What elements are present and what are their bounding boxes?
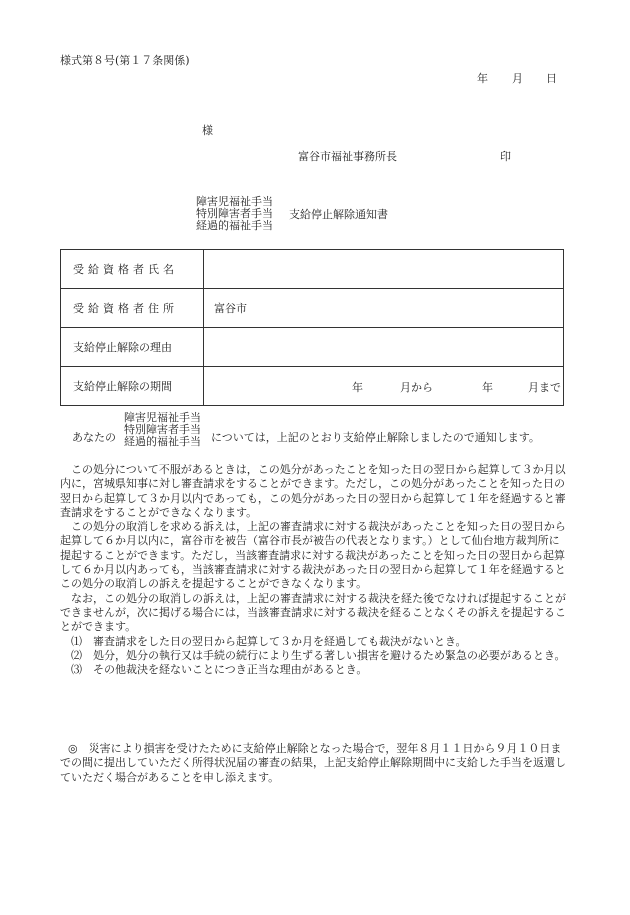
appeal-paragraph-1: この処分について不服があるときは，この処分があったことを知った日の翌日から起算して３か月以内に，宮城県知事に対し審査請求をすることができます。ただし，この処分があったことを知った日の翌日から起算して３か月以内であっても，この処分があった日の翌日から起算して１年を経過すると審査請求をすることができなくなります。	[60, 463, 566, 519]
list-item: ⑵ 処分，処分の執行又は手続の続行により生ずる著しい損害を避けるため緊急の必要があるとき。	[71, 648, 566, 662]
list-item: ⑴ 審査請求をした日の翌日から起算して３か月を経過しても裁決がないとき。	[71, 634, 467, 648]
period-end-month: 月まで	[528, 381, 561, 394]
title-allowance-2: 特別障害者手当	[196, 207, 273, 220]
recipient-address-value: 富谷市	[204, 289, 564, 328]
table-row	[61, 289, 564, 328]
title-allowance-1: 障害児福祉手当	[196, 195, 273, 208]
date-year-label: 年	[477, 72, 488, 85]
appeal-instructions	[60, 463, 566, 677]
recipient-name-value	[204, 250, 564, 289]
recipient-info-table	[60, 249, 564, 406]
document-title: 支給停止解除通知書	[289, 208, 388, 221]
reason-value	[204, 328, 564, 367]
date-month-label: 月	[512, 72, 523, 85]
period-label: 支給停止解除の期間	[61, 367, 204, 406]
issuer-title: 富谷市福祉事務所長	[298, 150, 397, 163]
appeal-paragraph-2: この処分の取消しを求める訴えは，上記の審査請求に対する裁決があったことを知った日の翌日から起算して６か月以内に，富谷市を被告（富谷市長が被告の代表となります。）として仙台地方裁判所に提起することができます。ただし，当該審査請求に対する裁決があったことを知った日の翌日から起算して６か月以内あっても，当該審査請求に対する裁決があった日の翌日から起算して１年を経過するとこの処分の取消しの訴えを提起することができなくなります。	[60, 520, 566, 591]
disaster-refund-note: ◎ 災害により損害を受けたために支給停止解除となった場合で，翌年８月１１日から９月１０日までの間に提出していただく所得状況届の審査の結果，上記支給停止解除期間中に支給した手当を返還していただく場合があることを申し添えます。	[60, 742, 566, 784]
seal-mark: 印	[500, 150, 511, 163]
statement-allowance-list	[124, 412, 201, 448]
date-day-label: 日	[546, 72, 557, 85]
period-end-year: 年	[482, 381, 493, 394]
recipient-name-label: 受給資格者氏名	[61, 250, 204, 289]
table-row	[61, 367, 564, 406]
table-row	[61, 250, 564, 289]
statement-allowance-2: 特別障害者手当	[124, 423, 201, 436]
statement-allowance-1: 障害児福祉手当	[124, 411, 201, 424]
period-start-month: 月から	[400, 381, 433, 394]
title-allowance-list	[196, 196, 273, 232]
appeal-paragraph-3: なお，この処分の取消しの訴えは，上記の審査請求に対する裁決を経た後でなければ提起することができませんが，次に掲げる場合には，当該審査請求に対する裁決を経ることなくその訴えを提起することができます。	[60, 591, 566, 634]
addressee-honorific: 様	[202, 124, 213, 137]
recipient-address-label: 受給資格者住所	[61, 289, 204, 328]
reason-label: 支給停止解除の理由	[61, 328, 204, 367]
table-row	[61, 328, 564, 367]
title-allowance-3: 経過的福祉手当	[196, 219, 273, 232]
form-number: 様式第８号(第１７条関係)	[60, 54, 190, 67]
statement-prefix: あなたの	[72, 431, 116, 444]
statement-text: については，上記のとおり支給停止解除しましたので通知します。	[211, 431, 540, 444]
statement-allowance-3: 経過的福祉手当	[124, 435, 201, 448]
period-start-year: 年	[352, 381, 363, 394]
list-item: ⑶ その他裁決を経ないことにつき正当な理由があるとき。	[71, 663, 368, 677]
period-value	[204, 367, 564, 406]
